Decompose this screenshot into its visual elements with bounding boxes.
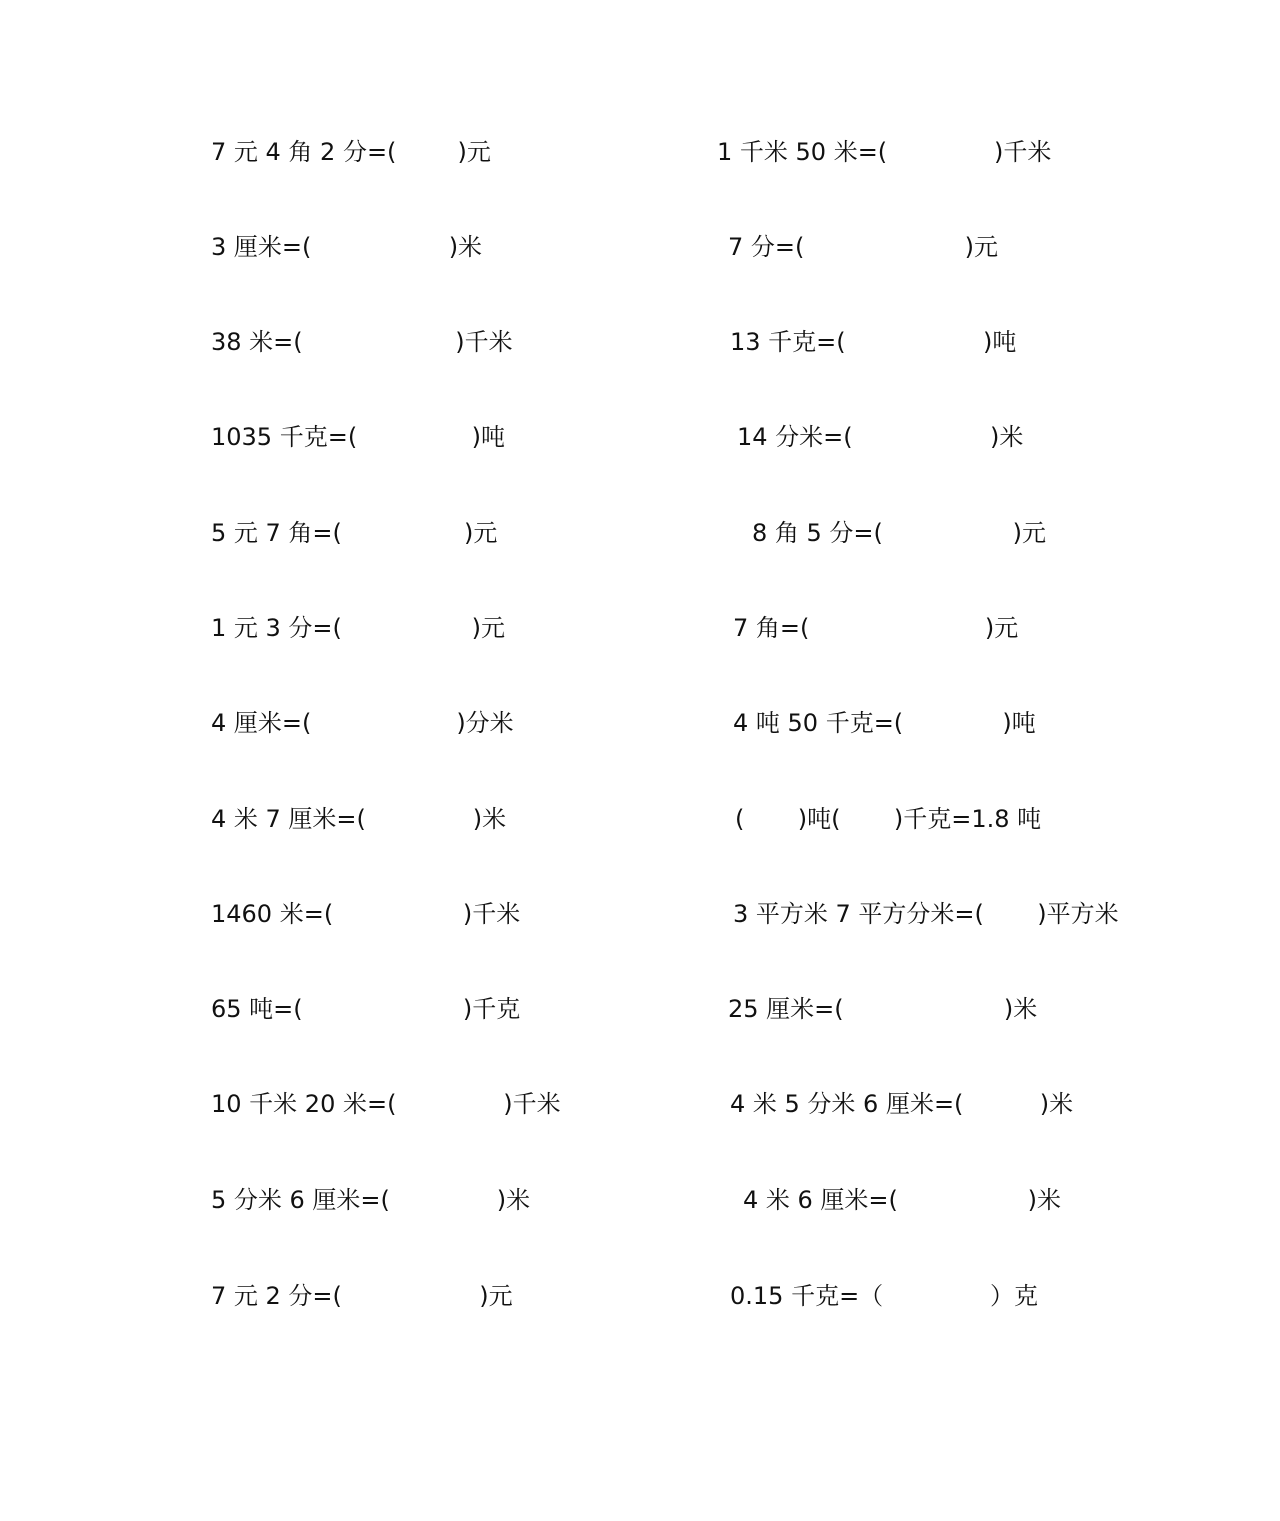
question-right-6: 7 角=( )元 bbox=[733, 614, 1019, 642]
question-left-10: 65 吨=( )千克 bbox=[211, 995, 521, 1023]
question-left-11: 10 千米 20 米=( )千米 bbox=[211, 1090, 561, 1118]
question-right-13: 0.15 千克=（ ）克 bbox=[730, 1282, 1038, 1310]
question-right-1: 1 千米 50 米=( )千米 bbox=[717, 138, 1052, 166]
question-right-4: 14 分米=( )米 bbox=[737, 423, 1024, 451]
question-left-9: 1460 米=( )千米 bbox=[211, 900, 521, 928]
question-right-5: 8 角 5 分=( )元 bbox=[752, 519, 1046, 547]
question-right-7: 4 吨 50 千克=( )吨 bbox=[733, 709, 1036, 737]
question-left-3: 38 米=( )千米 bbox=[211, 328, 513, 356]
question-right-2: 7 分=( )元 bbox=[728, 233, 998, 261]
question-right-11: 4 米 5 分米 6 厘米=( )米 bbox=[730, 1090, 1074, 1118]
question-left-8: 4 米 7 厘米=( )米 bbox=[211, 805, 507, 833]
question-left-2: 3 厘米=( )米 bbox=[211, 233, 483, 261]
question-left-4: 1035 千克=( )吨 bbox=[211, 423, 505, 451]
question-right-9: 3 平方米 7 平方分米=( )平方米 bbox=[733, 900, 1119, 928]
question-left-1: 7 元 4 角 2 分=( )元 bbox=[211, 138, 491, 166]
question-left-12: 5 分米 6 厘米=( )米 bbox=[211, 1186, 531, 1214]
question-left-13: 7 元 2 分=( )元 bbox=[211, 1282, 513, 1310]
question-right-3: 13 千克=( )吨 bbox=[730, 328, 1017, 356]
question-left-5: 5 元 7 角=( )元 bbox=[211, 519, 498, 547]
question-left-6: 1 元 3 分=( )元 bbox=[211, 614, 505, 642]
question-right-8: ( )吨( )千克=1.8 吨 bbox=[735, 805, 1042, 833]
question-right-10: 25 厘米=( )米 bbox=[728, 995, 1038, 1023]
question-left-7: 4 厘米=( )分米 bbox=[211, 709, 514, 737]
question-right-12: 4 米 6 厘米=( )米 bbox=[743, 1186, 1061, 1214]
